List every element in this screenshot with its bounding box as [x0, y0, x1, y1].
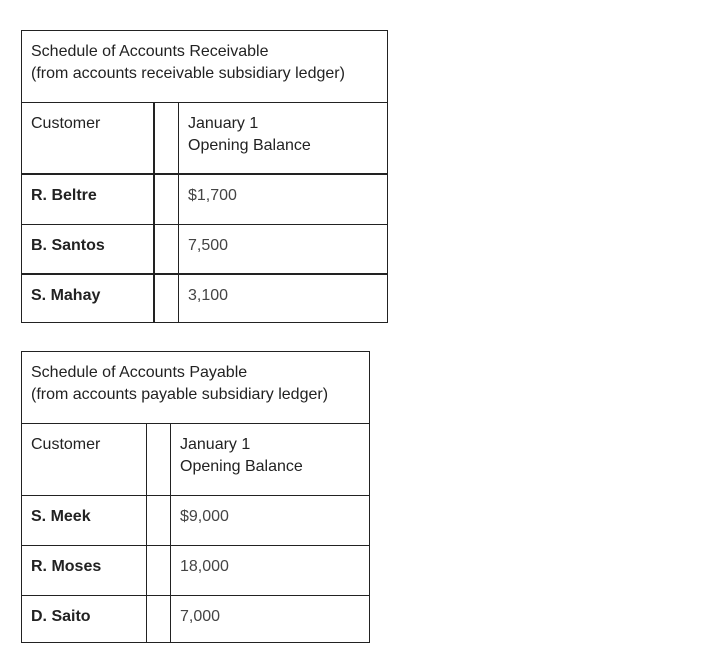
payable-balance: 7,000 — [180, 608, 221, 625]
payable-header-balance-line1: January 1 — [180, 436, 251, 453]
receivable-balance: 3,100 — [188, 287, 229, 304]
payable-balance: 18,000 — [180, 558, 229, 575]
receivable-spacer — [153, 275, 179, 323]
receivable-balance: 7,500 — [188, 237, 229, 254]
payable-customer: S. Meek — [31, 508, 91, 525]
receivable-header-balance-line2: Opening Balance — [188, 137, 311, 154]
payable-customer: R. Moses — [31, 558, 102, 575]
receivable-title-line1: Schedule of Accounts Receivable — [31, 43, 269, 60]
payable-spacer — [146, 496, 171, 545]
table-row — [22, 546, 369, 596]
table-row — [22, 596, 369, 642]
table-row — [22, 175, 387, 225]
receivable-header-row — [22, 103, 387, 175]
payable-schedule — [21, 351, 370, 643]
table-row — [22, 496, 369, 546]
receivable-header-balance-line1: January 1 — [188, 115, 259, 132]
payable-header-customer: Customer — [31, 436, 101, 453]
receivable-customer: B. Santos — [31, 237, 105, 254]
payable-balance: $9,000 — [180, 508, 229, 525]
table-row — [22, 225, 387, 275]
receivable-customer: S. Mahay — [31, 287, 101, 304]
receivable-title — [22, 31, 387, 103]
receivable-balance: $1,700 — [188, 187, 237, 204]
payable-header-row — [22, 424, 369, 496]
receivable-spacer — [153, 225, 179, 273]
payable-title-line2: (from accounts payable subsidiary ledger) — [31, 386, 329, 403]
payable-title — [22, 352, 369, 424]
payable-title-line1: Schedule of Accounts Payable — [31, 364, 248, 381]
receivable-spacer — [153, 175, 179, 224]
receivable-header-balance — [179, 103, 387, 173]
payable-header-spacer — [146, 424, 171, 495]
payable-customer: D. Saito — [31, 608, 91, 625]
payable-spacer — [146, 596, 171, 642]
receivable-customer: R. Beltre — [31, 187, 97, 204]
receivable-schedule — [21, 30, 388, 323]
payable-spacer — [146, 546, 171, 595]
receivable-header-spacer — [153, 103, 179, 173]
receivable-header-customer: Customer — [31, 115, 101, 132]
receivable-title-line2: (from accounts receivable subsidiary ledger) — [31, 65, 345, 82]
payable-header-balance — [171, 424, 369, 495]
payable-header-balance-line2: Opening Balance — [180, 458, 303, 475]
table-row — [22, 275, 387, 323]
